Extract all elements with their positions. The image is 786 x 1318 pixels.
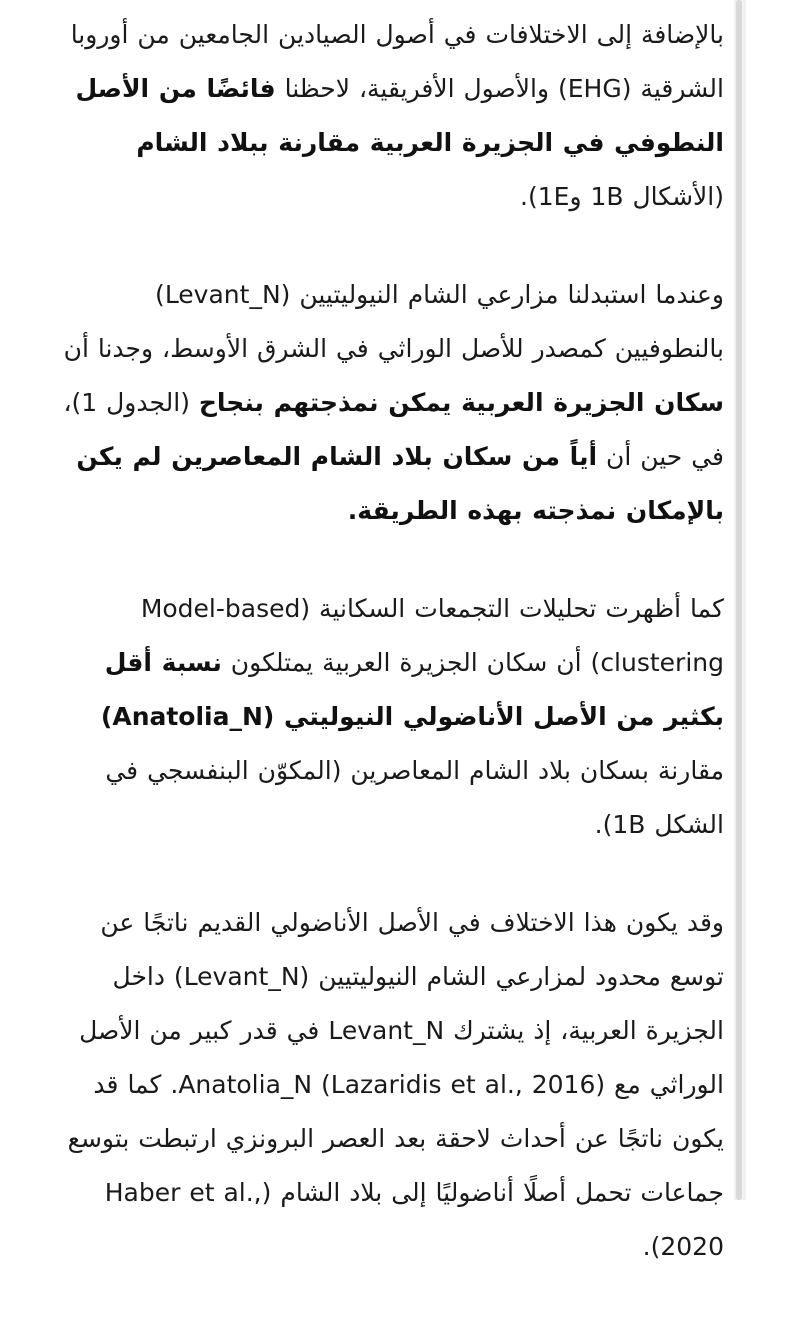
bold-text-run: فائضًا من الأصل النطوفي في الجزيرة العربية مقارنة ببلاد الشام (75, 74, 724, 157)
text-run: بالإضافة إلى الاختلافات في أصول الصيادين الجامعين من أوروبا الشرقية (EHG) والأصول الأفريقية، لاحظنا (70, 20, 724, 103)
paragraph-3 (44, 582, 724, 852)
text-run: مقارنة بسكان بلاد الشام المعاصرين (المكوّن البنفسجي في الشكل 1B). (105, 756, 724, 839)
text-run: (الأشكال 1B و1E). (520, 182, 724, 211)
text-run: كما أظهرت تحليلات التجمعات السكانية (Model-based clustering) أن سكان الجزيرة العربية يمتلكون (140, 594, 724, 677)
bold-text-run: أياً من سكان بلاد الشام المعاصرين لم يكن بالإمكان نمذجته بهذه الطريقة. (76, 442, 724, 525)
paragraph-4 (44, 896, 724, 1274)
text-run: وقد يكون هذا الاختلاف في الأصل الأناضولي القديم ناتجًا عن توسع محدود لمزارعي الشام النيوليتيين (Levant_N) داخل الجزيرة العربية، إذ يشترك Levant_N في قدر كبير من الأصل الوراثي مع Anatolia_N (Lazaridis et al., 2016). كما قد يكون ناتجًا عن أحداث لاحقة بعد العصر البرونزي ارتبطت بتوسع جماعات تحمل أصلًا أناضوليًا إلى بلاد الشام (Haber et al., 2020). (67, 908, 724, 1261)
scrollbar-thumb[interactable] (736, 0, 742, 1200)
text-run: وعندما استبدلنا مزارعي الشام النيوليتيين (Levant_N) بالنطوفيين كمصدر للأصل الوراثي في الشرق الأوسط، وجدنا أن (63, 280, 724, 363)
bold-text-run: سكان الجزيرة العربية يمكن نمذجتهم بنجاح (198, 388, 724, 417)
text-run: (الجدول 1)، في حين أن (63, 388, 724, 471)
paragraph-1 (44, 8, 724, 224)
paragraph-2 (44, 268, 724, 538)
bold-text-run: نسبة أقل بكثير من الأصل الأناضولي النيوليتي (Anatolia_N) (100, 648, 724, 731)
article-body (44, 8, 724, 1318)
